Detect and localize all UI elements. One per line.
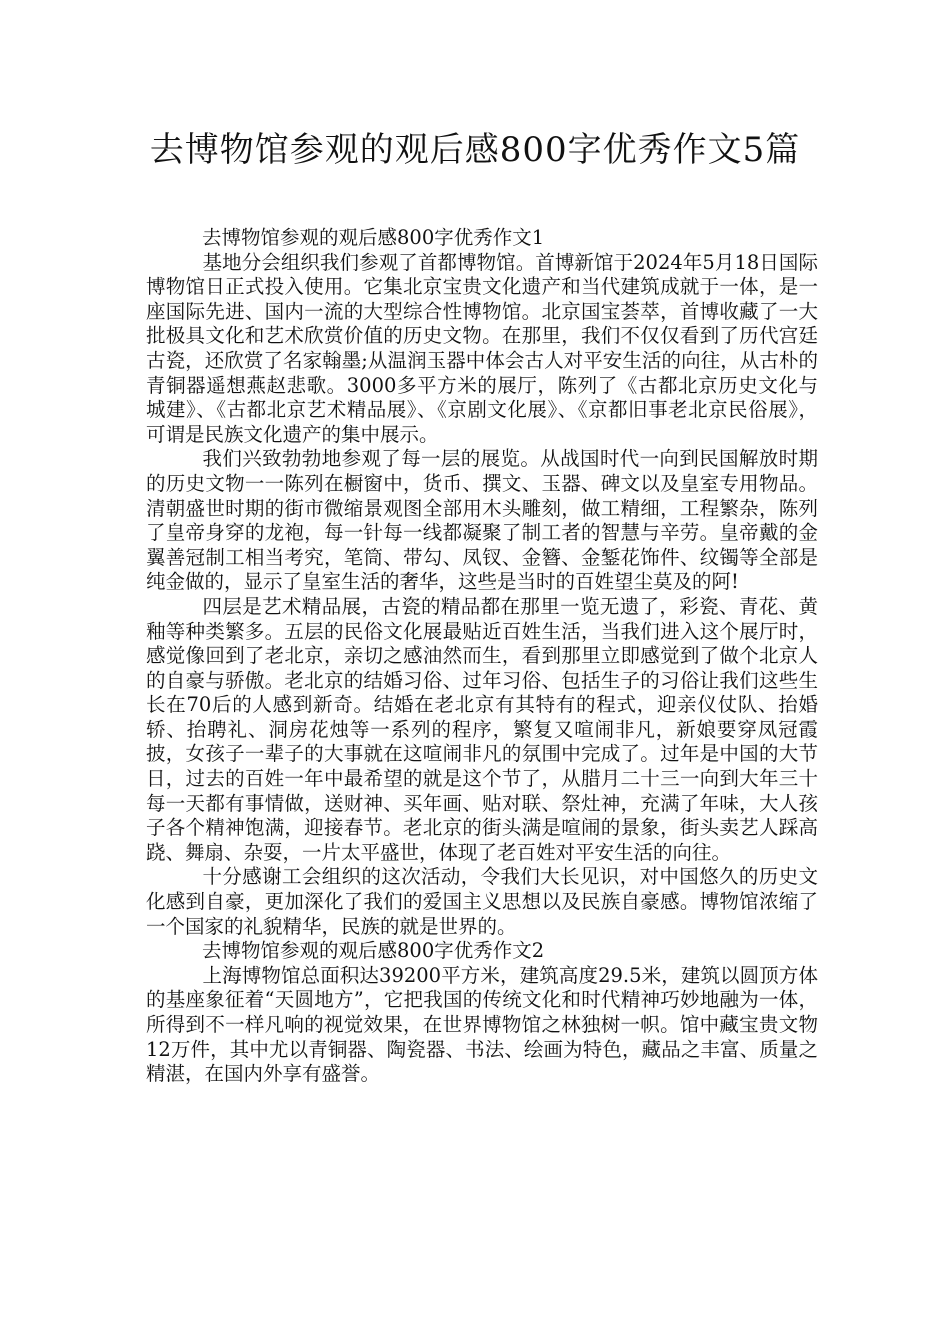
paragraph: 上海博物馆总面积达39200平方米，建筑高度29.5米，建筑以圆顶方体的基座象征着“天圆地方”，它把我国的传统文化和时代精神巧妙地融为一体，所得到不一样凡响的视觉效果，在世界博物馆之林独树一帜。馆中藏宝贵文物12万件，其中尤以青铜器、陶瓷器、书法、绘画为特色，藏品之丰富、质量之精湛，在国内外享有盛誉。 [146,963,818,1086]
document-body [146,226,818,1087]
document-title: 去博物馆参观的观后感800字优秀作文5篇 [149,130,801,170]
section-heading: 去博物馆参观的观后感800字优秀作文1 [202,226,545,249]
paragraph: 十分感谢工会组织的这次活动，令我们大长见识，对中国悠久的历史文化感到自豪，更加深化了我们的爱国主义思想以及民族自豪感。博物馆浓缩了一个国家的礼貌精华，民族的就是世界的。 [146,865,818,938]
paragraph: 基地分会组织我们参观了首都博物馆。首博新馆于2024年5月18日国际博物馆日正式投入使用。它集北京宝贵文化遗产和当代建筑成就于一体，是一座国际先进、国内一流的大型综合性博物馆。北京国宝荟萃，首博收藏了一大批极具文化和艺术欣赏价值的历史文物。在那里，我们不仅仅看到了历代宫廷古瓷，还欣赏了名家翰墨;从温润玉器中体会古人对平安生活的向往，从古朴的青铜器遥想燕赵悲歌。3000多平方米的展厅，陈列了《古都北京历史文化与城建》、《古都北京艺术精品展》、《京剧文化展》、《京都旧事老北京民俗展》，可谓是民族文化遗产的集中展示。 [146,250,818,446]
essay-section-1 [146,226,818,939]
section-heading: 去博物馆参观的观后感800字优秀作文2 [202,939,545,963]
paragraph: 我们兴致勃勃地参观了每一层的展览。从战国时代一向到民国解放时期的历史文物一一陈列在橱窗中，货币、撰文、玉器、碑文以及皇室专用物品。清朝盛世时期的街市微缩景观图全部用木头雕刻，做工精细，工程繁杂，陈列了皇帝身穿的龙袍，每一针每一线都凝聚了制工者的智慧与辛劳。皇帝戴的金翼善冠制工相当考究，笔筒、带勾、凤钗、金簪、金錾花饰件、纹镯等全部是纯金做的，显示了皇室生活的奢华，这些是当时的百姓望尘莫及的阿! [146,447,818,594]
paragraph: 四层是艺术精品展，古瓷的精品都在那里一览无遗了，彩瓷、青花、黄釉等种类繁多。五层的民俗文化展最贴近百姓生活，当我们进入这个展厅时，感觉像回到了老北京，亲切之感油然而生，看到那里立即感觉到了做个北京人的自豪与骄傲。老北京的结婚习俗、过年习俗、包括生子的习俗让我们这些生长在70后的人感到新奇。结婚在老北京有其特有的程式，迎亲仪仗队、抬婚轿、抬聘礼、洞房花烛等一系列的程序，繁复又喧闹非凡，新娘要穿凤冠霞披，女孩子一辈子的大事就在这喧闹非凡的氛围中完成了。过年是中国的大节日，过去的百姓一年中最希望的就是这个节了，从腊月二十三一向到大年三十每一天都有事情做，送财神、买年画、贴对联、祭灶神，充满了年味，大人孩子各个精神饱满，迎接春节。老北京的街头满是喧闹的景象，街头卖艺人踩高跷、舞扇、杂耍，一片太平盛世，体现了老百姓对平安生活的向往。 [146,594,818,864]
essay-section-2 [146,939,818,1087]
